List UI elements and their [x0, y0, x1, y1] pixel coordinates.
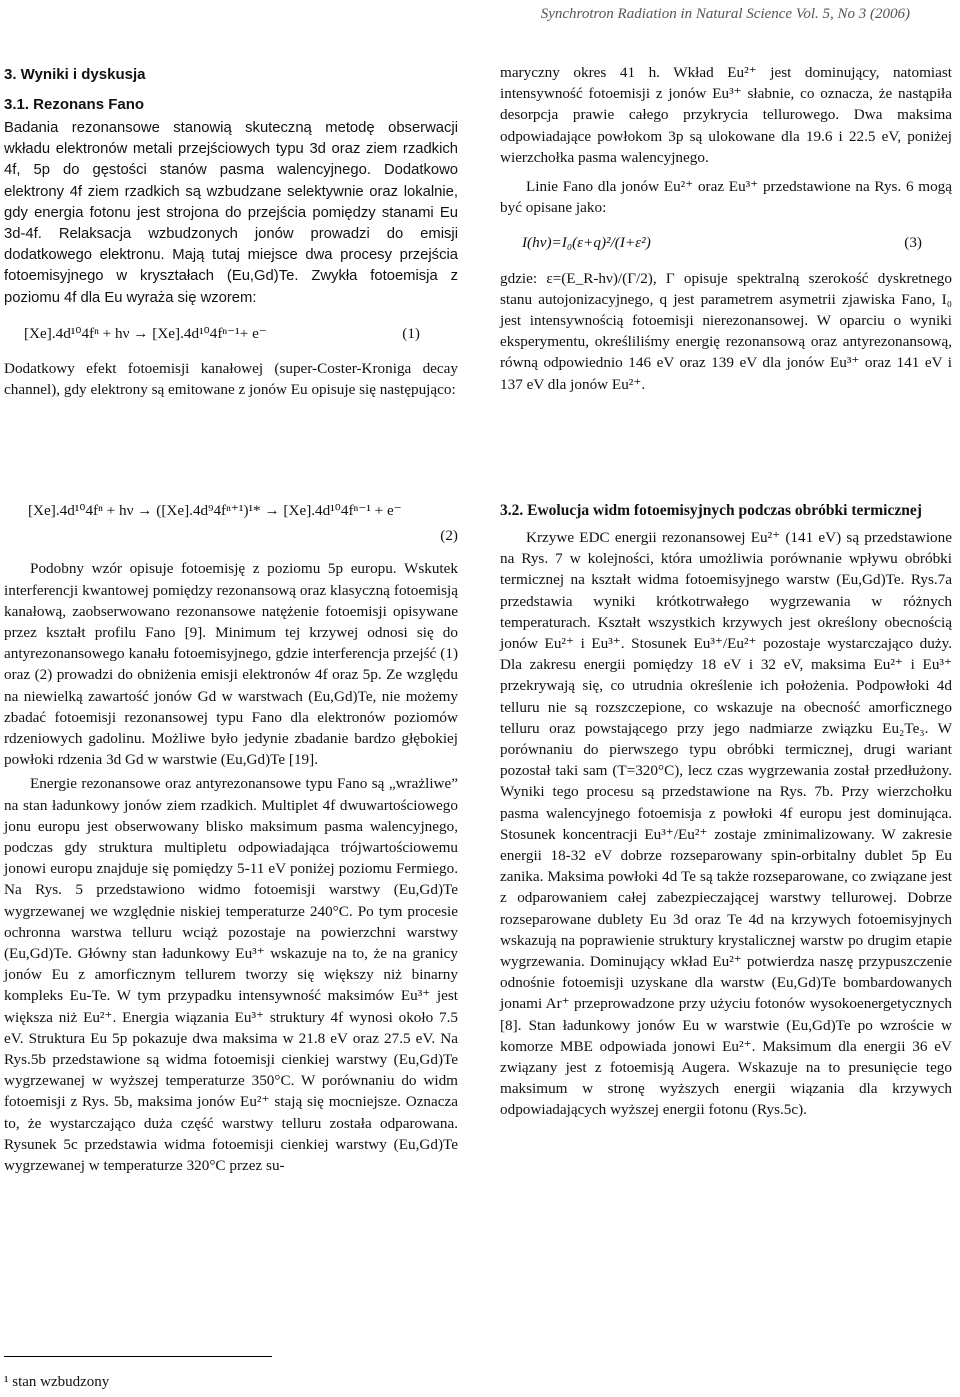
paragraph: maryczny okres 41 h. Wkład Eu²⁺ jest dominujący, natomiast intensywność fotoemisji z jonów Eu³⁺ słabnie, co oznacza, że nastąpiła desorpcja prawie całego przykrycia tellurowego. Dwa maksima odpowiadające powłokom 3p są ulokowane dla 19.6 i 22.5 eV, poniżej wierzchołka pasma walencyjnego. — [500, 64, 952, 166]
equation-text: I(hν)=I₀(ε+q)²/(I+ε²) — [522, 234, 651, 252]
left-bottom-column — [4, 500, 458, 1176]
equation-text: [Xe].4d¹⁰4fⁿ + hν → ([Xe].4d⁹4fⁿ⁺¹)¹* → [Xe].4d¹⁰4fⁿ⁻¹ + e⁻ — [28, 502, 402, 519]
subsection-title: 3.2. Ewolucja widm fotoemisyjnych podczas obróbki termicznej — [500, 502, 922, 519]
equation-number: (1) — [402, 324, 420, 342]
footnote: ¹ stan wzbudzony — [4, 1374, 110, 1390]
running-header: Synchrotron Radiation in Natural Science Vol. 5, No 3 (2006) — [540, 6, 910, 22]
right-bottom-column — [500, 500, 952, 1121]
footnote-rule — [4, 1356, 272, 1357]
paragraph: gdzie: ε=(E_R-hν)/(Γ/2), Γ opisuje spektralną szerokość dyskretnego stanu autojonizacyjnego, q jest parametrem asymetrii zjawiska Fano, I₀ jest intensywnością fotoemisji nierezonansowej. W oparciu o wyniki eksperymentu, określiliśmy energię rezonansową oraz antyrezonansową, równą odpowiednio 146 eV oraz 139 eV dla jonów Eu³⁺ oraz 141 eV i 137 eV dla jonów Eu²⁺. — [500, 269, 952, 393]
paragraph: Dodatkowy efekt fotoemisji kanałowej (super-Coster-Kroniga decay channel), gdy elektrony są emitowane z jonów Eu opisuje się następująco: — [4, 360, 458, 399]
right-top-column — [500, 62, 952, 395]
equation-number: (2) — [440, 527, 458, 545]
equation-2 — [4, 500, 458, 546]
section-title: 3. Wyniki i dyskusja — [4, 66, 146, 83]
paragraph: Podobny wzór opisuje fotoemisję z poziomu 5p europu. Wskutek interferencji kwantowej pomiędzy rezonansową oraz klasyczną fotoemisją kanałową, zaobserwowano rezonansowe natężenie fotoemisji opisywane przez kształt profilu Fano [9]. Minimum tej krzywej odnosi się do antyrezonansowego kanału fotoemisyjnego, gdzie interferencja przejść (1) oraz (2) prowadzi do obniżenia emisji elektronów 4f oraz 5p. Ze względu na niewielką zawartość jonów Gd w warstwach (Eu,Gd)Te, nie możemy zbadać fotoemisji rezonansowej typu Fano dla elektronów poziomów rdzeniowych gadolinu. Możliwe było jedynie zbadanie bardzo głębokiej powłoki rdzenia 3d Gd w warstwie (Eu,Gd)Te [19]. — [4, 560, 458, 769]
paragraph: Krzywe EDC energii rezonansowej Eu²⁺ (141 eV) są przedstawione na Rys. 7 w kolejności, która umożliwia porównanie wpływu obróbki termicznej na kształt widma fotoemisyjnego warstw (Eu,Gd)Te. Rys.7a przedstawia wyniki krótkotrwałego wygrzewania w różnych temperaturach. Kształt wszystkich krzywych jest określony obecnością jonów Eu²⁺ i Eu³⁺. Stosunek Eu³⁺/Eu²⁺ pozostaje wystarczająco duży. Dla zakresu energii pomiędzy 18 eV i 32 eV, maksima Eu²⁺ i Eu³⁺ przekrywają się, co utrudnia określenie ich położenia. Podpowłoki 4d telluru nie są rozszczepione, co wskazuje na obecność amorficznego telluru oraz powstającego przy jego nadmiarze związku Eu₂Te₃. W porównaniu do pierwszego typu obróbki termicznej, drugi wariant pozostał taki sam (T=320°C), lecz czas wygrzewania został przedłużony. Wyniki tego procesu są przedstawione na Rys. 7b. Przy wierzchołku pasma walencyjnego fotoemisja z powłoki 4f europu jest dominująca. Stosunek koncentracji Eu³⁺/Eu²⁺ zostaje zminimalizowany. W zakresie energii 18-32 eV dobrze rozseparowany spin-orbitalny dublet 5p Eu zanika. Maksima powłoki 4d Te są także rozseparowane, co związane jest z odparowaniem całej zabezpieczającej warstwy tellurowej. Dobrze rozseparowane dublety Eu 3d oraz Te 4d na krzywych fotoemisyjnych wskazują na poprawienie struktury krystalicznej warstw po drugim etapie wygrzewania. Dominujący wkład Eu²⁺ potwierdza naszę przypuszczenie odnośnie fotoemisji uzyskane dla warstw (Eu,Gd)Te bombardowanych jonami Ar⁺ przeprowadzone przy użyciu fotonów wysokoenergetycznych [8]. Stan ładunkowy jonów Eu w warstwie (Eu,Gd)Te po wzroście w komorze MBE odpowiada jonowi Eu²⁺. Maksimum dla energii 36 eV związany jest z fotoemisją Augera. Wskazuje na to presunięcie tego maksimum w stronę wyższych energii wiązania dla krzywych odpowiadających wyższej energii fotonu (Rys.5c). — [500, 529, 952, 1119]
subsection-title: 3.1. Rezonans Fano — [4, 96, 145, 113]
paragraph: Badania rezonansowe stanowią skuteczną metodę obserwacji wkładu elektronów metali przejściowych typu 3d oraz ziem rzadkich 4f, 5p do gęstości stanów pasma walencyjnego. Dodatkowo elektrony 4f ziem rzadkich są wzbudzane selektywnie oraz lokalnie, gdy energia fotonu jest strojona do przejścia pomiędzy stanami Eu 3d-4f. Relaksacja wzbudzonych jonów prowadzi do emisji dodatkowego elektronu. Mają tutaj miejsce dwa procesy przejścia fotoemisyjnego w kryształach (Eu,Gd)Te. Zwykła fotoemisja z poziomu 4f dla Eu wyraża się wzorem: — [4, 120, 458, 306]
equation-1 — [4, 323, 458, 344]
paragraph: Linie Fano dla jonów Eu²⁺ oraz Eu³⁺ przedstawione na Rys. 6 mogą być opisane jako: — [500, 178, 952, 217]
equation-3 — [500, 232, 952, 253]
paragraph: Energie rezonansowe oraz antyrezonansowe typu Fano są „wrażliwe” na stan ładunkowy jonów ziem rzadkich. Multiplet 4f dwuwartościowego jonu europu jest obserwowany blisko maksimum pasma walencyjnego, podczas gdy struktura multipletu odpowiadająca trójwartościowemu jonowi europu znajduje się pomiędzy 5-11 eV poniżej poziomu Fermiego. Na Rys. 5 przedstawiono widmo fotoemisji warstwy (Eu,Gd)Te wygrzewanej we względnie niskiej temperaturze 240°C. Po tym procesie ochronna warstwa telluru wciąż pozostaje na powierzchni warstwy (Eu,Gd)Te. Główny stan ładunkowy Eu³⁺ wskazuje na to, że na granicy jonów Eu z amorficznym tellurem tworzy się większy niż binarny kompleks Eu-Te. W tym przypadku intensywność maksimów Eu³⁺ jest większa niż Eu²⁺. Energia wiązania Eu³⁺ struktury 4f wynosi około 7.5 eV. Struktura Eu 5p pokazuje dwa maksima w 21.8 eV oraz 27.5 eV. Na Rys.5b przedstawione są widma fotoemisji cienkiej warstwy (Eu,Gd)Te wygrzewanej w wyższej temperaturze 350°C. W porównaniu do widm fotoemisji z Rys. 5b, maksima jonów Eu²⁺ stają się mocniejsze. Oznacza to, że wystarczająco duża część warstwy telluru została odparowana. Rysunek 5c przedstawia widma fotoemisji cienkiej warstwy (Eu,Gd)Te wygrzewanej w temperaturze 320°C przez su- — [4, 775, 458, 1175]
left-top-column — [4, 62, 458, 400]
equation-text: [Xe].4d¹⁰4fⁿ + hν → [Xe].4d¹⁰4fⁿ⁻¹+ e⁻ — [24, 324, 267, 342]
equation-number: (3) — [904, 234, 922, 252]
